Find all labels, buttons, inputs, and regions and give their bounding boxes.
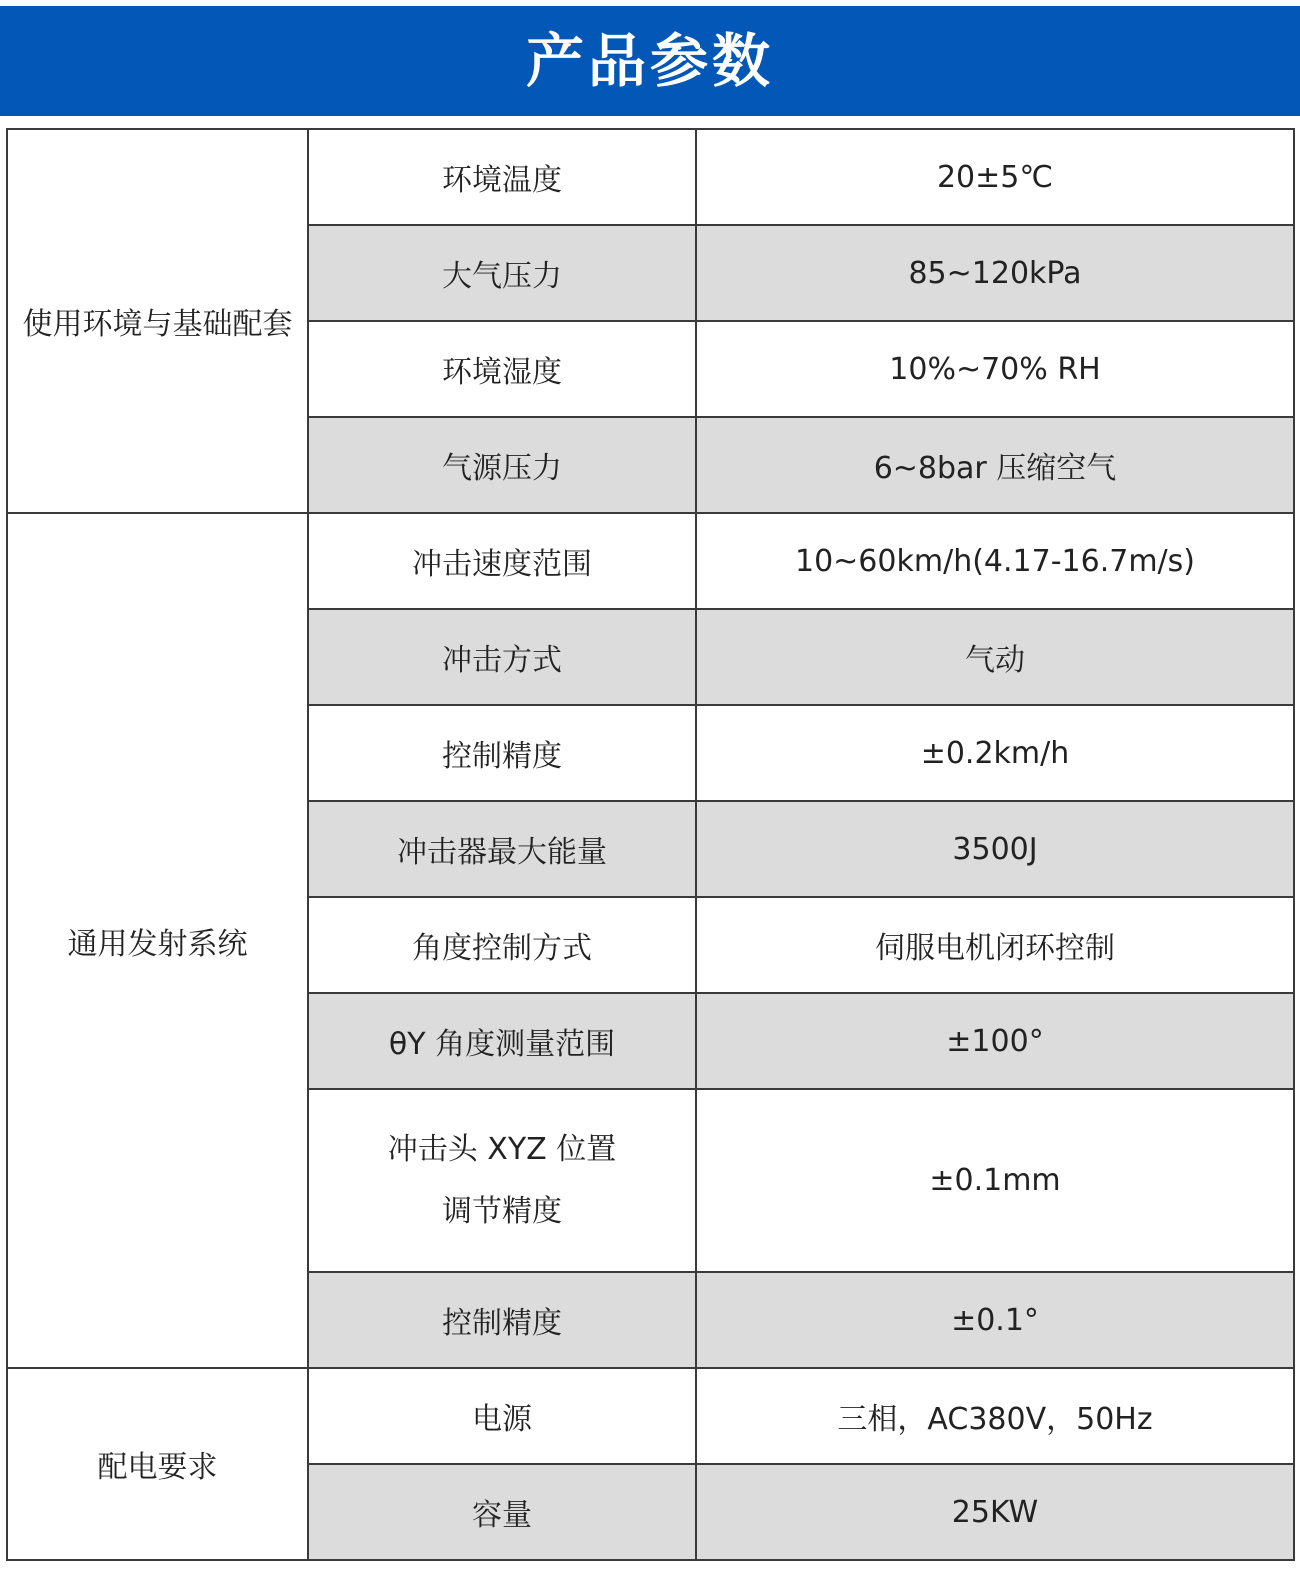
table-row [7, 129, 1294, 225]
param-value: ±0.2km/h [696, 705, 1294, 801]
param-name: 控制精度 [308, 1272, 696, 1368]
param-value: 3500J [696, 801, 1294, 897]
param-value: 伺服电机闭环控制 [696, 897, 1294, 993]
param-value: 三相，AC380V，50Hz [696, 1368, 1294, 1464]
param-value: 气动 [696, 609, 1294, 705]
param-name-line: 调节精度 [442, 1193, 562, 1229]
spec-table [6, 128, 1295, 1561]
param-name: 冲击速度范围 [308, 513, 696, 609]
param-value: ±0.1° [696, 1272, 1294, 1368]
param-value: 10%~70% RH [696, 321, 1294, 417]
category-cell: 配电要求 [7, 1368, 308, 1560]
param-name: 控制精度 [308, 705, 696, 801]
param-value: 10~60km/h(4.17-16.7m/s) [696, 513, 1294, 609]
param-name [308, 1089, 696, 1272]
table-row [7, 1368, 1294, 1464]
param-name-line: 冲击头 XYZ 位置 [387, 1131, 617, 1167]
param-name: 角度控制方式 [308, 897, 696, 993]
param-name: 环境温度 [308, 129, 696, 225]
param-value: 20±5℃ [696, 129, 1294, 225]
category-cell: 通用发射系统 [7, 513, 308, 1368]
param-name: 气源压力 [308, 417, 696, 513]
page-title: 产品参数 [525, 27, 774, 95]
param-name: 容量 [308, 1464, 696, 1560]
title-banner [0, 6, 1300, 116]
param-value: 85~120kPa [696, 225, 1294, 321]
param-name: 电源 [308, 1368, 696, 1464]
param-value: ±100° [696, 993, 1294, 1089]
param-name: θY 角度测量范围 [308, 993, 696, 1089]
param-value: ±0.1mm [696, 1089, 1294, 1272]
table-row [7, 513, 1294, 609]
param-value: 6~8bar 压缩空气 [696, 417, 1294, 513]
param-value: 25KW [696, 1464, 1294, 1560]
category-cell: 使用环境与基础配套 [7, 129, 308, 513]
param-name: 冲击方式 [308, 609, 696, 705]
param-name: 环境湿度 [308, 321, 696, 417]
param-name: 大气压力 [308, 225, 696, 321]
param-name: 冲击器最大能量 [308, 801, 696, 897]
